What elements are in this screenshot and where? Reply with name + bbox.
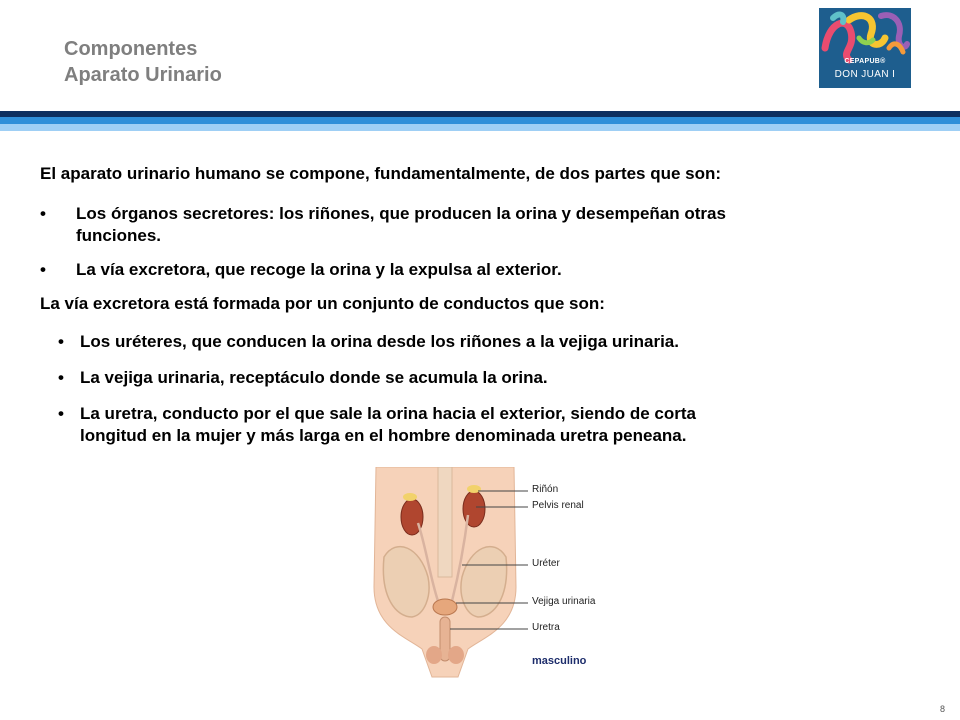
sub-bullet-2-line-1: La vejiga urinaria, receptáculo donde se acumula la orina. <box>80 368 548 387</box>
cepapub-logo <box>819 8 911 88</box>
title-line-1: Componentes <box>64 38 198 60</box>
label-ureter: Uréter <box>532 558 560 569</box>
bullet-marker: • <box>40 204 46 223</box>
sub-bullet-3-line-2: longitud en la mujer y más larga en el hombre denominada uretra peneana. <box>80 426 687 445</box>
intro-paragraph: El aparato urinario humano se compone, fundamentalmente, de dos partes que son: <box>40 164 722 183</box>
urinary-system-illustration <box>366 467 618 680</box>
title-line-2: Aparato Urinario <box>64 64 222 86</box>
label-rinon: Riñón <box>532 484 559 495</box>
sub-bullet-1-line-1: Los uréteres, que conducen la orina desde los riñones a la vejiga urinaria. <box>80 332 679 351</box>
slide-title <box>64 36 222 88</box>
excretory-paragraph: La vía excretora está formada por un conjunto de conductos que son: <box>40 294 605 313</box>
bullet-marker: • <box>58 332 64 351</box>
label-pelvis-renal: Pelvis renal <box>532 500 584 511</box>
bullet-2-line-1: La vía excretora, que recoge la orina y la expulsa al exterior. <box>76 260 562 279</box>
label-vejiga-urinaria: Vejiga urinaria <box>532 596 596 607</box>
bullet-1-line-1: Los órganos secretores: los riñones, que producen la orina y desempeñan otras <box>76 204 726 223</box>
figure-caption: masculino <box>532 655 587 667</box>
bullet-marker: • <box>58 368 64 387</box>
bullet-marker: • <box>40 260 46 279</box>
sub-bullet-3-line-1: La uretra, conducto por el que sale la orina hacia el exterior, siendo de corta <box>80 404 696 423</box>
bullet-1-line-2: funciones. <box>76 226 162 245</box>
logo-text-top: CEPAPUB® <box>844 58 886 65</box>
page-number: 8 <box>940 704 946 714</box>
logo-text-bottom: DON JUAN I <box>834 69 896 80</box>
header-band-mid <box>0 117 960 124</box>
anatomy-drawing <box>366 467 618 680</box>
label-uretra: Uretra <box>532 622 560 633</box>
header-band-light <box>0 124 960 131</box>
bullet-marker: • <box>58 404 64 423</box>
